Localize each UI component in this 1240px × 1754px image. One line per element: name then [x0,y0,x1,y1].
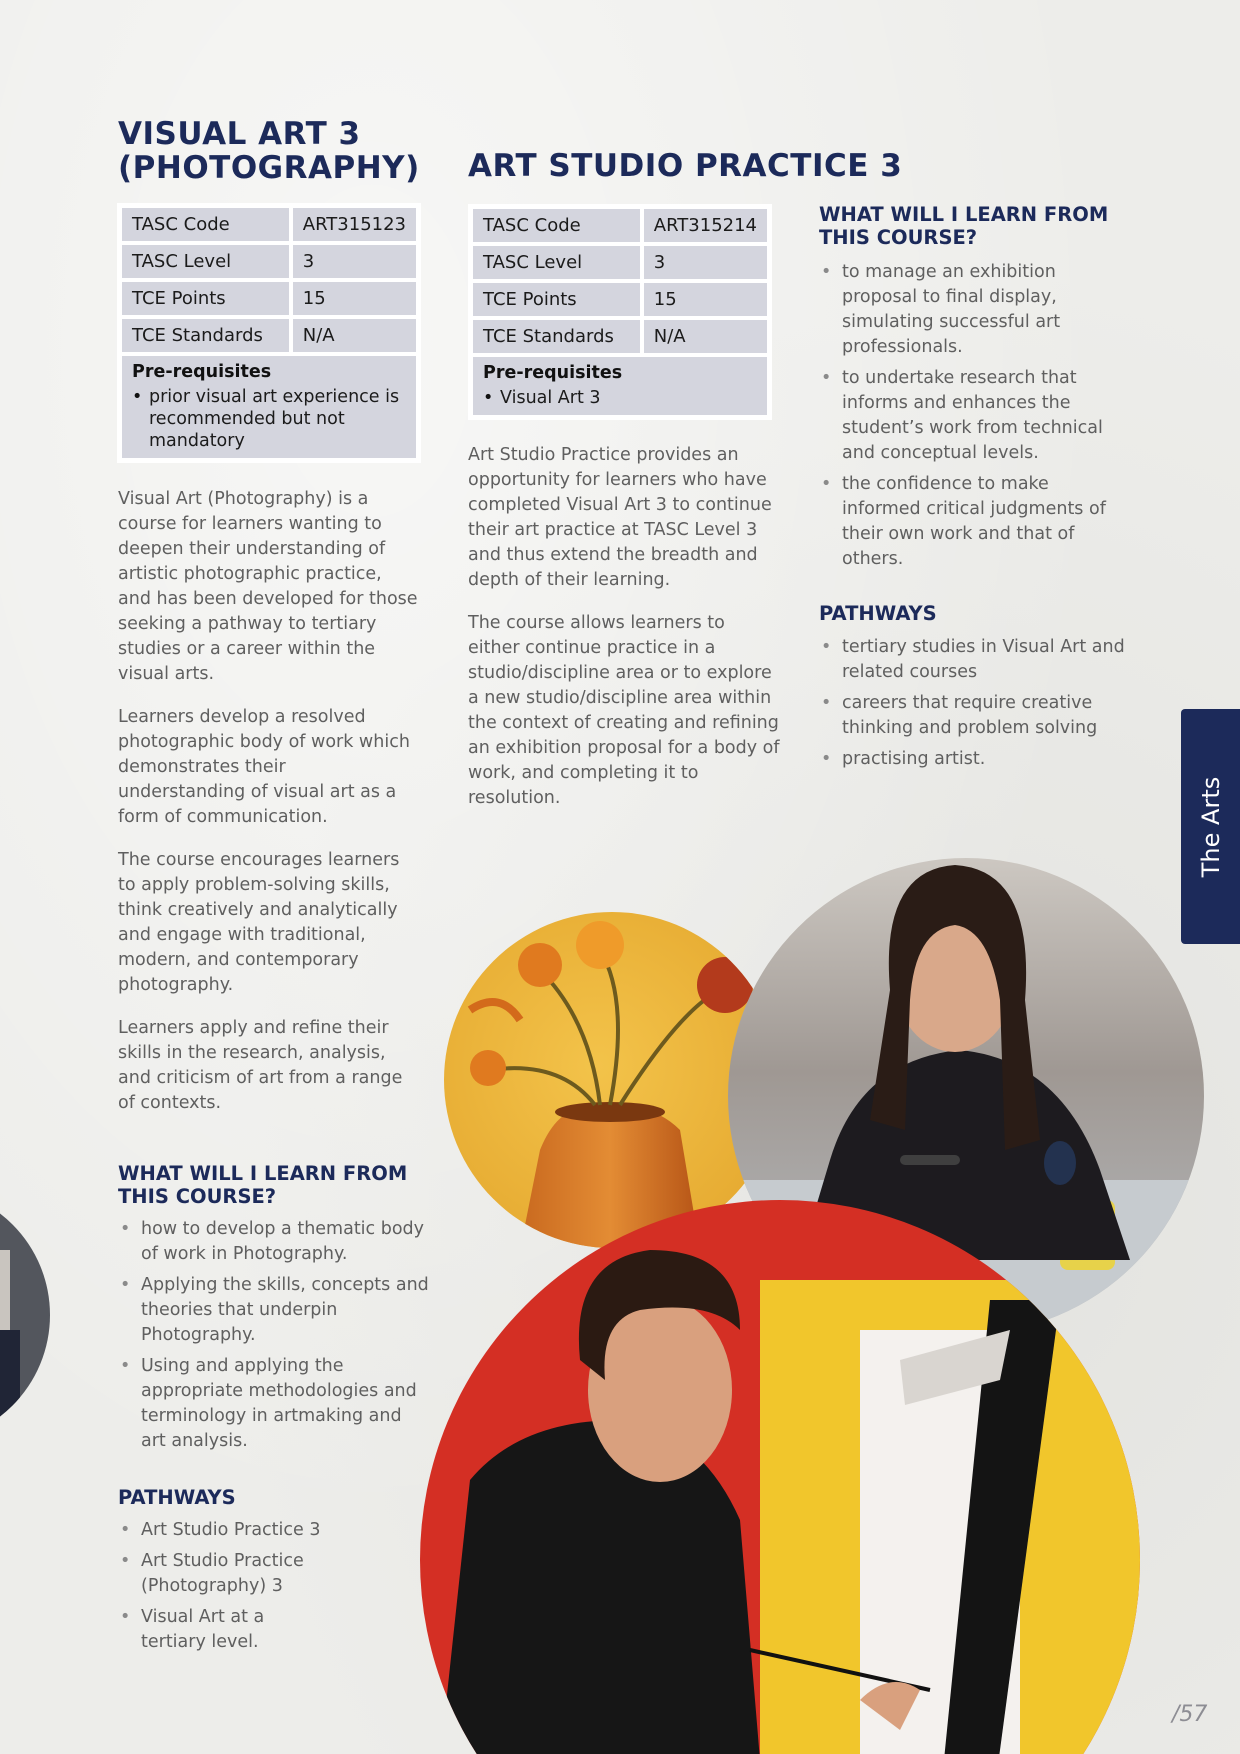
list-item: • to manage an exhibition proposal to final display, simulating successful art professionals. [819,260,1124,360]
heading-line1: WHAT WILL I LEARN FROM [118,1162,408,1185]
title-line2: (PHOTOGRAPHY) [118,150,420,186]
left-pathways-list [118,1518,328,1661]
visual-art-title [118,117,420,185]
title-line1: VISUAL ART 3 [118,116,361,152]
right-learn-list [819,260,1124,578]
prereq-row [471,355,769,417]
heading-line2: THIS COURSE? [819,226,978,249]
table-value: ART315123 [291,206,418,243]
table-label: TCE Standards [471,318,642,355]
table-label: TASC Code [120,206,291,243]
table-label: TASC Code [471,207,642,244]
right-pathways-list [819,635,1131,778]
list-item: • Applying the skills, concepts and theories that underpin Photography. [118,1273,430,1348]
list-item: • tertiary studies in Visual Art and related courses [819,635,1131,685]
list-item: • to undertake research that informs and enhances the student’s work from technical and conceptual levels. [819,366,1124,466]
prereq-item: • prior visual art experience is recommended but not mandatory [132,386,406,452]
table-label: TCE Points [471,281,642,318]
list-item: • how to develop a thematic body of work in Photography. [118,1217,430,1267]
art-studio-info-table [468,204,772,420]
paragraph: Learners develop a resolved photographic body of work which demonstrates their understanding of visual art as a form of communication. [118,707,410,827]
prereq-item: • Visual Art 3 [483,387,757,409]
heading-line2: THIS COURSE? [118,1185,277,1208]
right-pathways-heading: PATHWAYS [819,602,937,625]
left-learn-heading [118,1162,407,1208]
edge-photo [0,1180,60,1450]
table-row [471,244,769,281]
list-item: • Visual Art at a tertiary level. [118,1605,328,1655]
list-item: • practising artist. [819,747,1131,772]
table-row [471,281,769,318]
prereq-cell [471,355,769,417]
prereq-title: Pre-requisites [132,362,272,382]
table-value: N/A [642,318,769,355]
paragraph: Visual Art (Photography) is a course for learners wanting to deepen their understanding of artistic photographic practice, and has been developed for those seeking a pathway to tertiary studies or a career within the visual arts. [118,489,418,684]
heading-line1: WHAT WILL I LEARN FROM [819,203,1109,226]
table-label: TCE Standards [120,317,291,354]
paragraph: Learners apply and refine their skills in the research, analysis, and criticism of art from a range of contexts. [118,1018,403,1113]
list-item: • the confidence to make informed critical judgments of their own work and that of others. [819,472,1124,572]
table-value: 15 [642,281,769,318]
table-row [120,243,418,280]
table-label: TCE Points [120,280,291,317]
table-row [471,318,769,355]
prereq-list [483,387,757,409]
paragraph: The course allows learners to either continue practice in a studio/discipline area or to explore a new studio/discipline area within the context of creating and refining an exhibition proposal for a body of work, and completing it to resolution. [468,613,780,808]
table-label: TASC Level [471,244,642,281]
paragraph: The course encourages learners to apply problem-solving skills, think creatively and analytically and engage with traditional, modern, and contemporary photography. [118,850,400,995]
section-tab-label: The Arts [1196,776,1225,877]
visual-art-description [118,487,418,1134]
left-pathways-heading: PATHWAYS [118,1486,236,1509]
list-item: • Art Studio Practice (Photography) 3 [118,1549,328,1599]
list-item: • careers that require creative thinking and problem solving [819,691,1131,741]
left-learn-list [118,1217,430,1460]
prereq-cell [120,354,418,460]
paragraph: Art Studio Practice provides an opportunity for learners who have completed Visual Art 3 to continue their art practice at TASC Level 3 and thus extend the breadth and depth of their learning. [468,445,772,590]
visual-art-info-table [117,203,421,463]
table-value: 3 [291,243,418,280]
prereq-list [132,386,406,452]
art-studio-description [468,443,780,829]
prereq-row [120,354,418,460]
table-value: ART315214 [642,207,769,244]
list-item: • Art Studio Practice 3 [118,1518,328,1543]
list-item: • Using and applying the appropriate methodologies and terminology in artmaking and art analysis. [118,1354,430,1454]
table-row [120,206,418,243]
table-row [120,280,418,317]
table-value: N/A [291,317,418,354]
art-studio-title: ART STUDIO PRACTICE 3 [468,148,903,184]
right-learn-heading [819,203,1108,249]
table-value: 15 [291,280,418,317]
table-value: 3 [642,244,769,281]
prereq-title: Pre-requisites [483,363,623,383]
page-number: /57 [1172,1702,1208,1727]
table-label: TASC Level [120,243,291,280]
table-row [471,207,769,244]
table-row [120,317,418,354]
section-tab-the-arts[interactable] [1181,709,1240,944]
